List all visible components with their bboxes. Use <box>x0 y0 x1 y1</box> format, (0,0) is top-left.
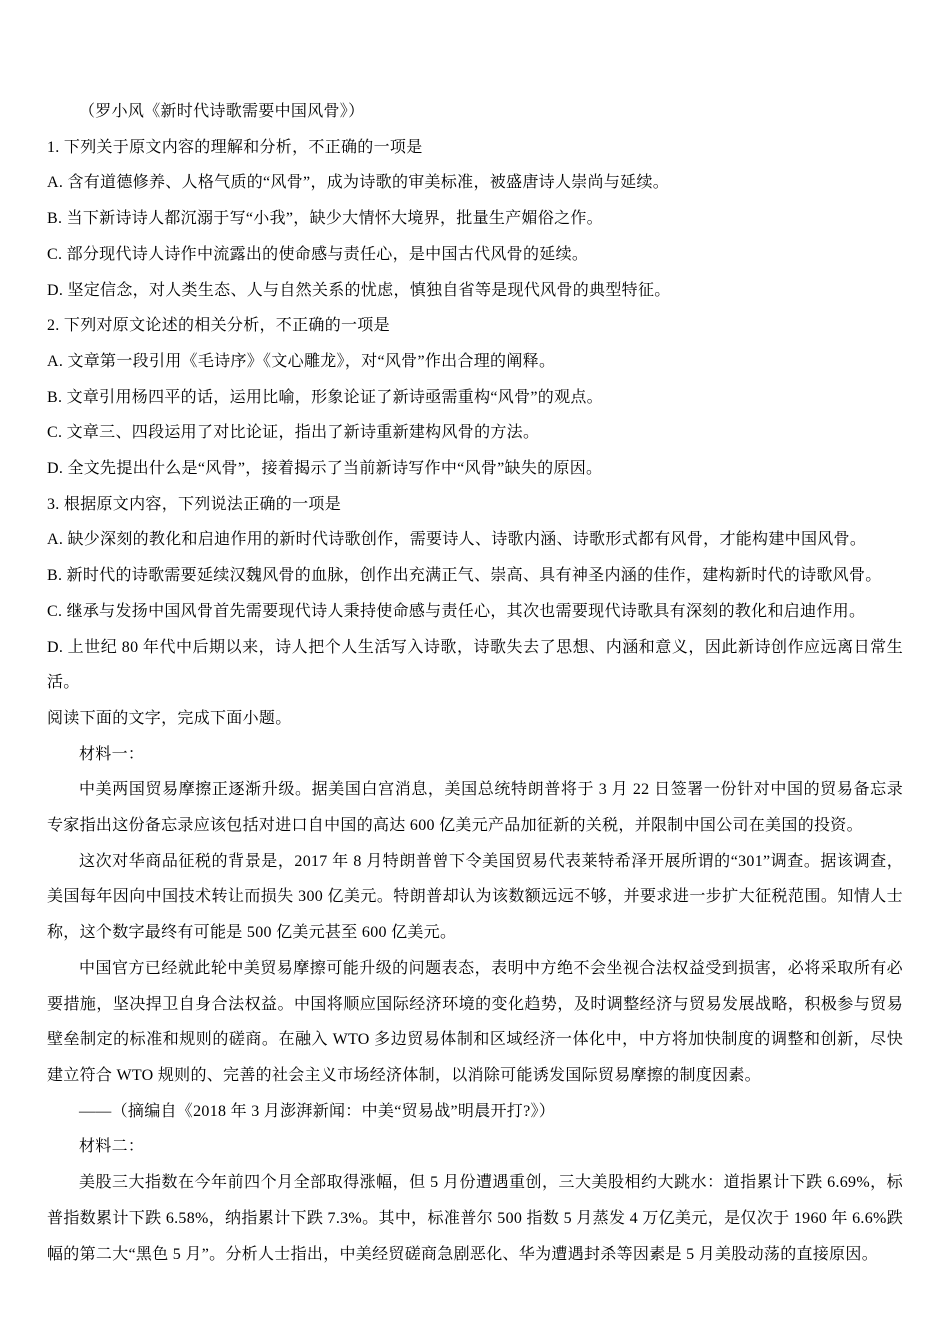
question-1-option-c: C. 部分现代诗人诗作中流露出的使命感与责任心，是中国古代风骨的延续。 <box>47 245 589 263</box>
question-3-option-b: B. 新时代的诗歌需要延续汉魏风骨的血脉，创作出充满正气、崇高、具有神圣内涵的佳作，建构新时代的诗歌风骨。 <box>47 567 882 585</box>
question-2-stem: 2. 下列对原文论述的相关分析，不正确的一项是 <box>47 317 390 335</box>
question-1-option-d: D. 坚定信念，对人类生态、人与自然关系的忧虑，慎独自省等是现代风骨的典型特征。 <box>47 281 671 299</box>
question-2-option-b: B. 文章引用杨四平的话，运用比喻，形象论证了新诗亟需重构“风骨”的观点。 <box>47 388 603 406</box>
question-2 <box>47 308 903 487</box>
material-1-citation: ——（摘编自《2018 年 3 月澎湃新闻：中美“贸易战”明晨开打?》） <box>79 1102 556 1120</box>
material-1-paragraph: 中国官方已经就此轮中美贸易摩擦可能升级的问题表态，表明中方绝不会坐视合法权益受到损害，必将采取所有必要措施，坚决捍卫自身合法权益。中国将顺应国际经济环境的变化趋势，及时调整经济与贸易发展战略，积极参与贸易壁垒制定的标准和规则的磋商。在融入 WTO 多边贸易体制和区域经济一体化中，中方将加快制度的调整和创新，尽快建立符合 WTO 规则的、完善的社会主义市场经济体制，以消除可能诱发国际贸易摩擦的制度因素。 <box>47 959 903 1084</box>
material-1-paragraph: 这次对华商品征税的背景是，2017 年 8 月特朗普曾下令美国贸易代表莱特希泽开展所谓的“301”调查。据该调查，美国每年因向中国技术转让而损失 300 亿美元。特朗普却认为该数额远远不够，并要求进一步扩大征税范围。知情人士称，这个数字最终有可能是 500 亿美元甚至 600 亿美元。 <box>47 852 903 942</box>
question-1-stem: 1. 下列关于原文内容的理解和分析，不正确的一项是 <box>47 138 423 156</box>
question-1 <box>47 130 903 309</box>
source-attribution: （罗小风《新时代诗歌需要中国风骨》） <box>79 103 365 120</box>
material-1 <box>47 737 903 1130</box>
reading-instructions: 阅读下面的文字，完成下面小题。 <box>47 709 292 727</box>
material-2 <box>47 1129 903 1272</box>
question-2-option-d: D. 全文先提出什么是“风骨”，接着揭示了当前新诗写作中“风骨”缺失的原因。 <box>47 460 603 478</box>
question-3-option-d: D. 上世纪 80 年代中后期以来，诗人把个人生活写入诗歌，诗歌失去了思想、内涵和意义，因此新诗创作应远离日常生活。 <box>47 638 903 692</box>
question-3 <box>47 487 903 701</box>
material-1-label: 材料一： <box>79 745 145 763</box>
question-1-option-a: A. 含有道德修养、人格气质的“风骨”，成为诗歌的审美标准，被盛唐诗人崇尚与延续。 <box>47 174 670 192</box>
question-2-option-c: C. 文章三、四段运用了对比论证，指出了新诗重新建构风骨的方法。 <box>47 424 540 442</box>
material-2-paragraph: 美股三大指数在今年前四个月全部取得涨幅，但 5 月份遭遇重创，三大美股相约大跳水：道指累计下跌 6.69%，标普指数累计下跌 6.58%，纳指累计下跌 7.3%。其中，标准普尔 500 指数 5 月蒸发 4 万亿美元，是仅次于 1960 年 6.6%跌幅的第二大“黑色 5 月”。分析人士指出，中美经贸磋商急剧恶化、华为遭遇封杀等因素是 5 月美股动荡的直接原因。 <box>47 1174 903 1263</box>
material-1-paragraph: 中美两国贸易摩擦正逐渐升级。据美国白宫消息，美国总统特朗普将于 3 月 22 日签署一份针对中国的贸易备忘录专家指出这份备忘录应该包括对进口自中国的高达 600 亿美元产品加征新的关税，并限制中国公司在美国的投资。 <box>47 781 903 835</box>
material-2-label: 材料二： <box>79 1138 145 1156</box>
question-1-option-b: B. 当下新诗诗人都沉溺于写“小我”，缺少大情怀大境界，批量生产媚俗之作。 <box>47 210 603 228</box>
question-3-option-c: C. 继承与发扬中国风骨首先需要现代诗人秉持使命感与责任心，其次也需要现代诗歌具有深刻的教化和启迪作用。 <box>47 602 866 620</box>
question-3-option-a: A. 缺少深刻的教化和启迪作用的新时代诗歌创作，需要诗人、诗歌内涵、诗歌形式都有风骨，才能构建中国风骨。 <box>47 531 867 549</box>
question-2-option-a: A. 文章第一段引用《毛诗序》《文心雕龙》，对“风骨”作出合理的阐释。 <box>47 352 556 370</box>
question-3-stem: 3. 根据原文内容，下列说法正确的一项是 <box>47 495 342 513</box>
